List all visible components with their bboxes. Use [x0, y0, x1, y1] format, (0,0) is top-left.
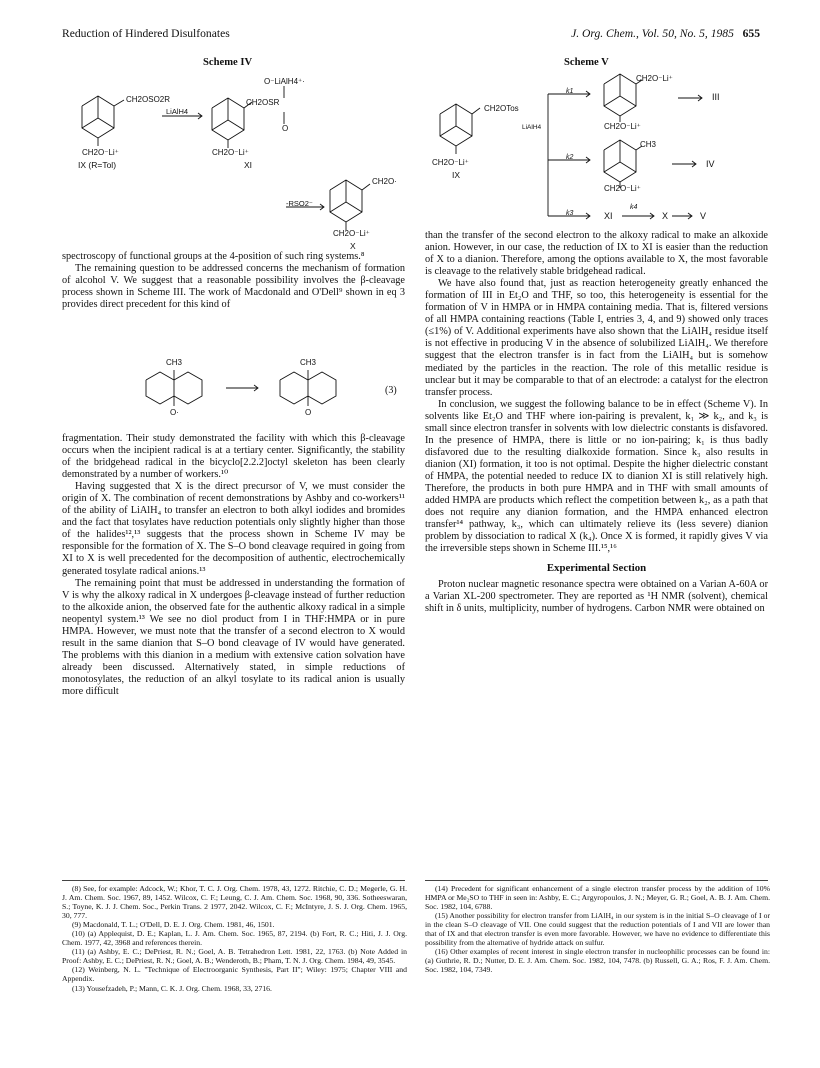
scheme-v-xi-label: XI	[604, 211, 613, 221]
scheme-v-ix-substituent: CH2OTos	[484, 104, 519, 113]
equation-number: (3)	[385, 385, 397, 396]
scheme-v-k1: k1	[566, 88, 574, 95]
footnote-rule-right	[425, 880, 768, 881]
footnote: (11) (a) Ashby, E. C.; DePriest, R. N.; Goel, A. B. Tetrahedron Lett. 1981, 22, 1763. (b) Note Added in Proof: Ashby, E. C.; DePriest, R. N.; Goel, A. B.; Wenderoth, B.; Pham, T. N. J. Org. Chem. 1984, 49, 3545.	[62, 947, 407, 966]
footnote: (14) Precedent for significant enhancement of a single electron transfer process by the addition of 10% HMPA or Me₂SO to THF in seen in: Ashby, E. C.; Argyropoulos, J. N.; Meyer, G. R.; Goel, A. B. J. Am. Chem. Soc. 1982, 104, 6788.	[425, 884, 770, 912]
paragraph: than the transfer of the second electron to the alkoxy radical to make an alkoxide anion. However, in our case, the reduction of IX to XI is easier than the reduction of X to a dianion. Therefore, among the options available to X, the most favorable is cleavage to the relatively stable bridgehead radical.	[425, 230, 768, 278]
footnote-rule-left	[62, 880, 405, 881]
paragraph: Proton nuclear magnetic resonance spectra were obtained on a Varian A-60A or a Varian XL-200 spectrometer. They are reported as ¹H NMR (solvent), chemical shift in δ units, multiplicity, number of hydrogens. Carbon NMR were obtained on	[425, 579, 768, 615]
page-number: 655	[742, 27, 760, 40]
paragraph: spectroscopy of functional groups at the 4-position of such ring systems.⁸	[62, 251, 365, 262]
paragraph: The remaining point that must be addressed in understanding the formation of V is why the alkoxy radical in X undergoes β-cleavage instead of further reduction to the alkoxide anion, the observed fate for the authentic alkoxy radical in a simple neopentyl system.¹³ We see no diol product from I in THF:HMPA or in pure HMPA. However, we must note that the transfer of a second electron to X would result in the same dianion that S–O bond cleavage of IV would have generated. The problems with this dianion in a medium with extensive cation solvation have already been discussed. Alternatively stated, in simple reductions of monotosylates, the reduction of an alkyl tosylate to its radical anion is usually more difficult	[62, 577, 405, 697]
scheme-iv-ix-alkoxide: CH2O⁻Li⁺	[82, 148, 119, 157]
footnote: (13) Yousefzadeh, P.; Mann, C. K. J. Org. Chem. 1968, 33, 2716.	[72, 983, 272, 993]
scheme-iv-ix-structure	[82, 96, 124, 146]
right-column	[425, 230, 768, 615]
scheme-v-ix-label: IX	[452, 170, 461, 180]
scheme-v-iv-label: IV	[706, 159, 715, 169]
scheme-iv-xi-label: XI	[244, 160, 253, 170]
scheme-v-iii-bottom: CH2O⁻Li⁺	[604, 122, 641, 131]
footnote: (9) Macdonald, T. L.; O'Dell, D. E. J. Org. Chem. 1981, 46, 1501.	[72, 920, 275, 930]
scheme-iv-rso2-loss: -RSO2⁻	[286, 199, 313, 208]
scheme-iv-xi-oxo: O	[282, 124, 289, 133]
scheme-iv-xi-oxy: O⁻LiAlH4⁺·	[264, 77, 305, 86]
scheme-iv-title: Scheme IV	[203, 57, 253, 68]
scheme-iv-x-structure	[330, 180, 370, 230]
scheme-v-k3: k3	[566, 210, 574, 217]
scheme-iv-x-substituent: CH2O·	[372, 177, 397, 186]
scheme-iv-ix-substituent: CH2OSO2R	[126, 95, 171, 104]
scheme-v-iii-label: III	[712, 92, 720, 102]
paragraph: The remaining question to be addressed concerns the mechanism of formation of alcohol V. We suggest that a reasonable possibility involves the β-cleavage process shown in Scheme III. The work of Macdonald and O'Dell⁹ shown in eq 3 provides direct precedent for this kind of	[62, 263, 405, 311]
footnote: (15) Another possibility for electron transfer from LiAlH₄ in our system is in the initial S–O cleavage of I or in the clean S–O cleavage of VII. One could suggest that the reduction potentials of I and VII are lower than that of IX and that electron transfer is even more favorable. However, we have no evidence to differentiate this possibility from the alternative of hydride attack on sulfur.	[425, 911, 770, 948]
eq3-left-methyl: CH3	[166, 358, 183, 367]
scheme-v-ix-alkoxide: CH2O⁻Li⁺	[432, 158, 469, 167]
footnote: (10) (a) Applequist, D. E.; Kaplan, L. J. Am. Chem. Soc. 1965, 87, 2194. (b) Fort, R. C.; Hiti, J. J. Org. Chem. 1977, 42, 3968 and references therein.	[62, 929, 407, 948]
eq3-left-structure	[146, 370, 202, 406]
scheme-v-v-label: V	[700, 211, 707, 221]
journal-name: J. Org. Chem., Vol. 50, No. 5, 1985	[571, 27, 734, 40]
footnote: (16) Other examples of recent interest in single electron transfer in nucleophilic processes can be found in: (a) Guthrie, R. D.; Nutter, D. E. J. Am. Chem. Soc. 1982, 104, 7478. (b) Russell, G. A.; Ros, F. J. Am. Chem. Soc. 1982, 104, 7349.	[425, 947, 770, 975]
scheme-iv-xi-substituent: CH2OSR	[246, 98, 280, 107]
paragraph: In conclusion, we suggest the following balance to be in effect (Scheme V). In solvents like Et₂O and THF where ion-pairing is prevalent, k₁ ≫ k₂, and k₃ is small since electron transfer in solvents with low dielectric constants is disfavored. In the presence of HMPA, there is little or no ion-pairing; k₁ is thus badly disfavored due to the resulting dialkoxide formation. Since k₃ also results in dianion (XI) formation, it too is not optimal. Despite the higher dielectric constant of HMPA, the potential needed to reduce IX to dianion XI is still relatively high. Therefore, the products in both pure HMPA and in THF with small amounts of added HMPA are products which reflect the competition between k₂, as a path that does not require any dianion formation, and the HMPA enhanced electron transfer¹⁴ pathway, k₃, which can ultimately relieve its (less severe) dianion problem by dissociation to radical X (k₄). Once X is formed, it rapidly gives V via the irreversible steps shown in Scheme III.¹⁵,¹⁶	[425, 398, 768, 555]
scheme-v-x-label: X	[662, 211, 669, 221]
scheme-iv-x-label: X	[350, 241, 356, 251]
eq3-right-oxo: O	[305, 408, 312, 417]
scheme-v-iii-top: CH2O⁻Li⁺	[636, 74, 673, 83]
eq3-left-oxyl: O·	[170, 408, 179, 417]
left-column-lower	[62, 433, 405, 698]
footnote: (12) Weinberg, N. L. "Technique of Electroorganic Synthesis, Part II"; Wiley: 1975; Chapter VIII and Appendix.	[62, 965, 407, 984]
paragraph: fragmentation. Their study demonstrated the facility with which this β-cleavage occurs when the incipient radical is at a tertiary center. Significantly, the stability of the bridgehead radical in the bicyclo[2.2.2]octyl skeleton has been clearly demonstrated by a number of workers.¹⁰	[62, 433, 405, 481]
scheme-v-iv-structure	[604, 140, 642, 188]
scheme-v-k2: k2	[566, 154, 574, 161]
eq3-right-structure	[280, 370, 336, 406]
scheme-v-iv-bottom: CH2O⁻Li⁺	[604, 184, 641, 193]
footnote: (8) See, for example: Adcock, W.; Khor, T. C. J. Org. Chem. 1978, 43, 1272. Ritchie, C. D.; Megerle, G. H. J. Am. Chem. Soc. 1967, 89, 1452. Wilcox, C. F.; Leung, C. J. Am. Chem. Soc. 1968, 90, 336. Sotheeswaran, S.; Toyne, K. J. J. Chem. Soc., Perkin Trans. 2 1977, 2042. Wilcox, C. F.; McIntyre, J. S. J. Org. Chem. 1965, 30, 777.	[62, 884, 407, 921]
scheme-v-iv-methyl: CH3	[640, 140, 657, 149]
footnotes-right	[425, 884, 770, 974]
paragraph: We have also found that, just as reaction heterogeneity greatly enhanced the formation of III in Et₂O and THF, so too, this heterogeneity is essential for the formation of V in HMPA or in HMPA containing media. That is, filtered versions of all HMPA containing reactions (Table I, entries 3, 4, and 9) showed only traces (≤1%) of V. Additional experiments have also shown that the LiAlH₄ residue itself is not effective in producing V in the absence of solubilized LiAlH₄. We therefore suggest that the electron transfer is in fact from the LiAlH₄ but is somehow mediated by the particles in the reaction. The role of this metallic residue is unclear but it may be comparable to that of an electrode: a catalyst for the electron transfer process.	[425, 278, 768, 398]
scheme-iv-reagent: LiAlH4	[166, 107, 189, 116]
section-heading: Experimental Section	[546, 562, 647, 575]
scheme-v-diagram	[430, 72, 760, 242]
scheme-iv-xi-structure	[212, 86, 284, 148]
scheme-iv-ix-label: IX (R=Tol)	[78, 160, 117, 170]
left-column-upper	[62, 251, 405, 311]
scheme-v-ix-structure	[440, 104, 480, 154]
scheme-iv-x-alkoxide: CH2O⁻Li⁺	[333, 229, 370, 238]
eq3-right-methyl: CH3	[300, 358, 317, 367]
scheme-iv-xi-alkoxide: CH2O⁻Li⁺	[212, 148, 249, 157]
paragraph: Having suggested that X is the direct precursor of V, we must consider the origin of X. The combination of recent demonstrations by Ashby and co-workers¹¹ of the ability of LiAlH₄ to transfer an electron to both alkyl iodides and bromides and the fact that tosylates have reduction potentials only slightly higher than those of the halides¹²,¹³ suggests that the process shown in Scheme IV may be responsible for the formation of X. The S–O bond cleavage required in going from XI to X is well precedented for the decomposition of authentic, electrochemically generated tosylate radical anions.¹³	[62, 481, 405, 577]
scheme-v-title: Scheme V	[564, 57, 609, 68]
running-title: Reduction of Hindered Disulfonates	[62, 27, 230, 40]
scheme-v-k4: k4	[630, 204, 638, 211]
equation-3-diagram	[136, 362, 396, 428]
journal-citation	[571, 27, 760, 40]
scheme-v-reagent: LiAlH4	[522, 124, 542, 131]
footnotes-left	[62, 884, 407, 993]
